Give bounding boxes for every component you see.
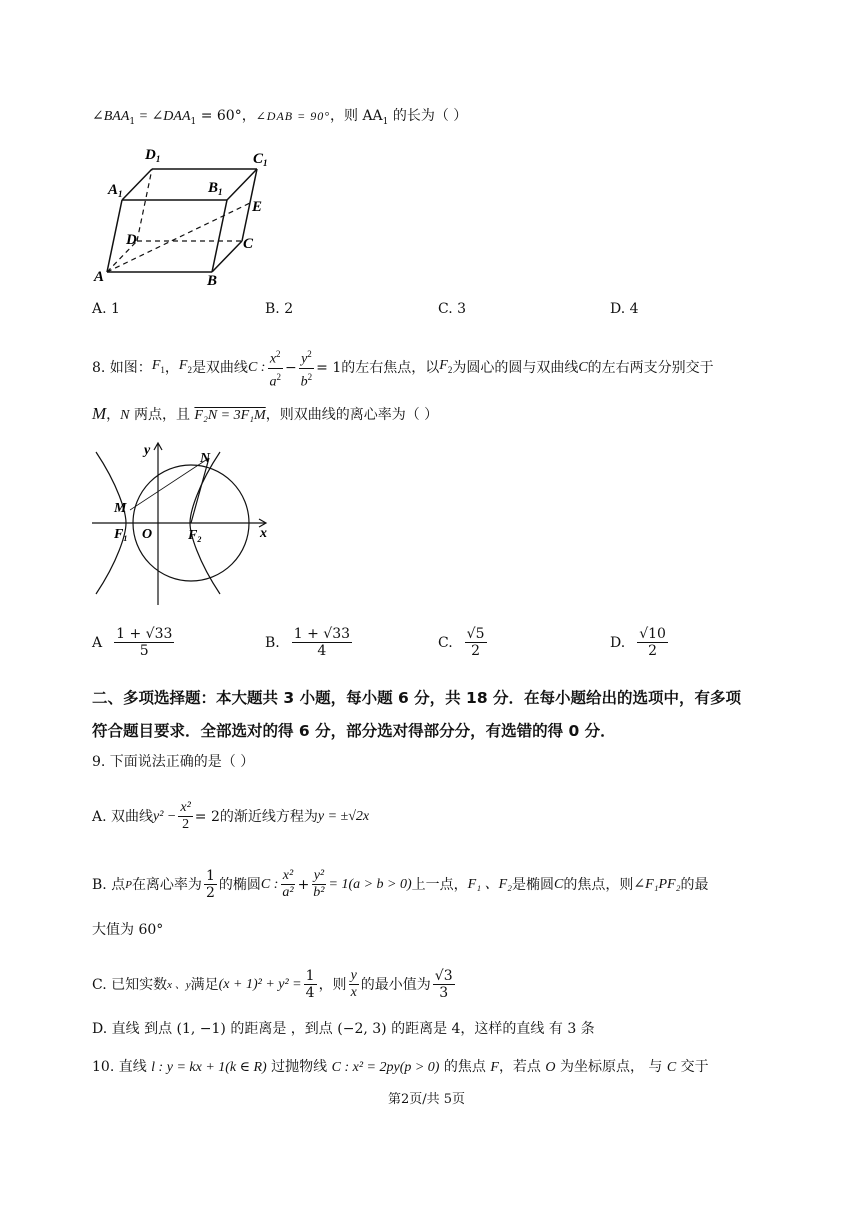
section2-heading-line1: 二、多项选择题：本大题共 3 小题，每小题 6 分，共 18 分．在每小题给出的选项中，有多项 xyxy=(92,689,742,707)
q7-sub-3: 1 xyxy=(382,116,389,127)
q7-question-end: 的长为（ ） xyxy=(388,108,468,124)
label-y: y xyxy=(144,443,151,458)
label-c: C xyxy=(243,236,254,252)
q7-tail: ，则 AA xyxy=(330,108,383,124)
edge-a1-d1 xyxy=(122,169,152,200)
label-c1: $C_1$ xyxy=(253,151,268,168)
label-b: B xyxy=(207,273,218,289)
label-d: D xyxy=(126,232,137,248)
q9-option-b-line1: B. 点 P 在离心率为 $\frac{1}{2}$ 的椭圆 C : $\frac{\text{x²}}{\text{a²}}$ + $\frac{\text{y²}}{\text{b²}}$ = 1(a > b > 0) 上一点， F₁ 、F₂ 是椭圆 C 的焦点，则 ∠F₁PF₂ 的最 xyxy=(92,868,709,901)
edge-a-a1 xyxy=(107,200,122,272)
q8-option-a: A $\frac{1 + √33}{5}$ xyxy=(92,626,173,659)
q9-option-c: C. 已知实数 x 、y 满足 (x + 1)² + y² = $\frac{1}{4}$ ，则 $\frac{y}{x}$ 的最小值为 $\frac{√3}{3}$ xyxy=(92,968,453,1001)
q7-angle-baa: ∠BAA xyxy=(92,109,130,124)
q7-angle-daa: = ∠DAA xyxy=(135,109,191,124)
q9-stem: 9. 下面说法正确的是（ ） xyxy=(92,754,255,770)
q7-option-d: D. 4 xyxy=(610,301,639,317)
label-a: A xyxy=(94,269,105,285)
q8-frac-x2-a2: $\frac{x^2}{a^2}$ xyxy=(267,346,283,390)
label-b1: $B_1$ xyxy=(208,180,223,197)
q10-stem: 10. 直线 l : y = kx + 1(k ∈ R) 过抛物线 C : x² = 2py(p > 0) 的焦点 F，若点 O 为坐标原点， 与 C 交于 xyxy=(92,1059,709,1075)
q7-angle-value: = 60° xyxy=(196,108,242,124)
q8-c: C xyxy=(578,360,588,376)
q8-text2: 为圆心的圆与双曲线 xyxy=(452,360,579,377)
q8-f2: $F_2$ xyxy=(178,358,192,376)
q7-sub: 1 xyxy=(129,116,136,127)
q8-f1: $F_1$ xyxy=(151,358,165,376)
q8-line2-text: 两点，且 xyxy=(129,407,195,423)
label-n: N xyxy=(200,451,211,466)
edge-b-b1 xyxy=(212,200,227,272)
q8-option-c: C. $\frac{√5}{2}$ xyxy=(438,626,485,659)
q8-text1: 的左右焦点，以 xyxy=(341,360,440,377)
q8-vector-equation: F₂N = 3F₁M xyxy=(194,408,266,423)
q8-stem-line2 xyxy=(92,404,438,426)
edge-b-c xyxy=(212,241,242,272)
q7-sub-2: 1 xyxy=(190,116,197,127)
q9-option-b-line2: 大值为 60° xyxy=(92,922,164,938)
q7-option-c: C. 3 xyxy=(438,301,467,317)
section2-heading-line2: 符合题目要求．全部选对的得 6 分，部分选对得部分分，有选错的得 0 分． xyxy=(92,722,616,740)
q8-c-colon: C : xyxy=(247,360,266,376)
q8-line2-comma: ， xyxy=(106,407,121,423)
q7-option-b: B. 2 xyxy=(265,301,294,317)
q8-frac-y2-b2: $\frac{y^2}{b^2}$ xyxy=(299,346,315,390)
q8-text3: 的左右两支分别交于 xyxy=(587,360,714,377)
page-number-footer: 第2页/共 5页 xyxy=(388,1092,466,1107)
q8-minus: − xyxy=(284,360,297,377)
q7-angle-dab: ∠DAB = 90° xyxy=(255,109,330,123)
q8-f2-center: $F_2$ xyxy=(439,358,453,376)
q7-option-a: A. 1 xyxy=(92,301,120,317)
q9-option-a: A. 双曲线 y² − $\frac{\text{x²}}{2}$ = 2 的渐近线方程为 y = ±√2x xyxy=(92,800,370,832)
q8-option-b: B. $\frac{1 + √33}{4}$ xyxy=(265,626,351,659)
label-d1: $D_1$ xyxy=(145,147,161,164)
q8-m: M xyxy=(92,404,107,423)
label-f1: $F_1$ xyxy=(114,527,128,543)
q8-number: 8. 如图： xyxy=(92,360,152,377)
q8-line2-tail: ，则双曲线的离心率为（ ） xyxy=(265,407,439,423)
q8-comma: ， xyxy=(164,360,179,377)
q8-hyperbola-figure xyxy=(90,440,280,610)
label-m: M xyxy=(114,501,127,516)
label-e: E xyxy=(252,199,263,215)
label-a1: $A_1$ xyxy=(108,182,123,199)
q9-option-d: D. 直线 到点 (1, −1) 的距离是 ，到点 (−2, 3) 的距离是 4，这样的直线 有 3 条 xyxy=(92,1021,595,1037)
q8-eq1: = 1 xyxy=(316,360,342,377)
q7-separator: ， xyxy=(241,108,256,124)
edge-b1-c1 xyxy=(227,169,257,200)
q7-stem xyxy=(92,106,467,132)
q8-option-d: D. $\frac{√10}{2}$ xyxy=(610,626,666,659)
q8-is-hyperbola: 是双曲线 xyxy=(191,360,248,377)
label-f2: $F_2$ xyxy=(188,528,202,544)
label-x: x xyxy=(260,526,267,541)
edge-d-d1 xyxy=(137,169,152,241)
label-o: O xyxy=(142,527,153,542)
q7-parallelepiped-figure xyxy=(90,145,280,290)
q8-stem-line1 xyxy=(92,346,714,390)
q8-n: N xyxy=(120,408,130,423)
